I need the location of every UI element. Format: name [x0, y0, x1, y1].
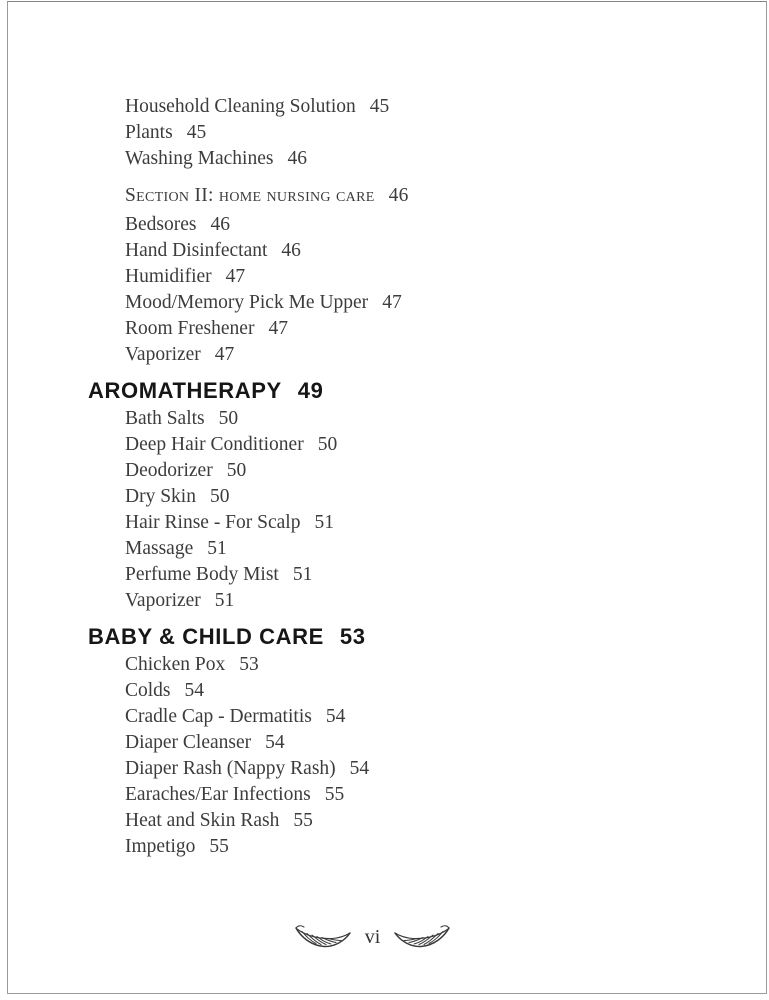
toc-entry-page: 50	[209, 486, 230, 507]
toc-entry	[88, 432, 409, 458]
toc-entry-label: Dry Skin	[125, 486, 196, 507]
toc-entry	[88, 484, 409, 510]
toc-entry-label: Diaper Rash (Nappy Rash)	[125, 758, 336, 779]
toc-entry-page: 55	[293, 810, 313, 831]
toc-entry-label: Bedsores	[125, 214, 197, 235]
toc-entry	[88, 652, 409, 678]
toc-entry	[88, 588, 409, 614]
toc-entry-page: 47	[382, 292, 402, 313]
toc-entry-page: 51	[207, 538, 227, 559]
toc-entry-page: 50	[226, 460, 247, 481]
toc-entry-page: 45	[369, 96, 390, 117]
table-of-contents	[88, 94, 409, 860]
toc-entry-page: 47	[225, 266, 246, 287]
toc-entry-label: Impetigo	[125, 836, 196, 857]
toc-entry-label: Household Cleaning Solution	[125, 96, 356, 117]
toc-entry	[88, 212, 409, 238]
toc-entry-label: Chicken Pox	[125, 654, 226, 675]
toc-entry-page: 54	[265, 732, 285, 753]
toc-entry-label: Massage	[125, 538, 194, 559]
toc-chapter-label: BABY & CHILD CARE	[88, 624, 324, 649]
toc-entry-page: 46	[281, 240, 301, 261]
toc-entry	[88, 704, 409, 730]
toc-entry-label: Hair Rinse - For Scalp	[125, 512, 301, 533]
page-footer	[0, 922, 757, 952]
toc-entry	[88, 678, 409, 704]
toc-entry-label: Cradle Cap - Dermatitis	[125, 706, 312, 727]
toc-entry	[88, 510, 409, 536]
toc-entry-label: Hand Disinfectant	[125, 240, 268, 261]
toc-section-heading	[88, 183, 409, 209]
feather-left-icon	[294, 922, 352, 952]
toc-entry-label: Mood/Memory Pick Me Upper	[125, 292, 369, 313]
toc-entry-page: 50	[317, 434, 338, 455]
toc-entry-label: Colds	[125, 680, 171, 701]
toc-entry-label: Heat and Skin Rash	[125, 810, 280, 831]
toc-entry	[88, 406, 409, 432]
toc-entry-label: Deep Hair Conditioner	[125, 434, 304, 455]
toc-entry	[88, 536, 409, 562]
toc-entry-page: 46	[388, 185, 409, 206]
toc-entry-label: Deodorizer	[125, 460, 213, 481]
toc-entry-page: 47	[268, 318, 288, 339]
toc-entry-page: 51	[214, 590, 235, 611]
toc-entry-page: 55	[324, 784, 345, 805]
toc-entry-label: Plants	[125, 122, 173, 143]
toc-entry-page: 49	[297, 378, 324, 403]
toc-entry-page: 45	[186, 122, 207, 143]
toc-entry-label: Diaper Cleanser	[125, 732, 252, 753]
toc-entry-label: Perfume Body Mist	[125, 564, 279, 585]
toc-entry	[88, 562, 409, 588]
toc-entry-page: 54	[349, 758, 370, 779]
toc-entry-page: 47	[214, 344, 235, 365]
toc-section-label: Section II: home nursing care	[125, 185, 375, 206]
toc-entry-page: 54	[325, 706, 346, 727]
toc-entry-page: 50	[218, 408, 239, 429]
toc-entry-label: Humidifier	[125, 266, 212, 287]
toc-chapter-label: AROMATHERAPY	[88, 378, 282, 403]
toc-entry	[88, 238, 409, 264]
toc-entry-page: 54	[184, 680, 205, 701]
toc-entry-label: Room Freshener	[125, 318, 255, 339]
toc-entry-label: Vaporizer	[125, 344, 201, 365]
toc-entry-label: Bath Salts	[125, 408, 205, 429]
toc-entry	[88, 94, 409, 120]
toc-entry-page: 53	[339, 624, 366, 649]
toc-entry	[88, 808, 409, 834]
toc-entry-label: Vaporizer	[125, 590, 201, 611]
toc-entry-page: 51	[314, 512, 334, 533]
toc-entry	[88, 146, 409, 172]
toc-entry-page: 53	[239, 654, 259, 675]
toc-entry	[88, 120, 409, 146]
toc-entry-page: 46	[287, 148, 307, 169]
toc-entry-page: 51	[292, 564, 313, 585]
feather-right-icon	[393, 922, 451, 952]
toc-entry	[88, 782, 409, 808]
toc-entry	[88, 342, 409, 368]
toc-entry-label: Washing Machines	[125, 148, 274, 169]
toc-entry	[88, 756, 409, 782]
toc-chapter-heading	[88, 624, 409, 650]
toc-entry-page: 46	[210, 214, 230, 235]
toc-entry	[88, 290, 409, 316]
toc-entry	[88, 316, 409, 342]
toc-entry	[88, 834, 409, 860]
toc-chapter-heading	[88, 378, 409, 404]
toc-entry	[88, 730, 409, 756]
toc-entry	[88, 264, 409, 290]
toc-entry	[88, 458, 409, 484]
page-number: vi	[364, 926, 381, 948]
toc-entry-label: Earaches/Ear Infections	[125, 784, 311, 805]
toc-entry-page: 55	[209, 836, 229, 857]
